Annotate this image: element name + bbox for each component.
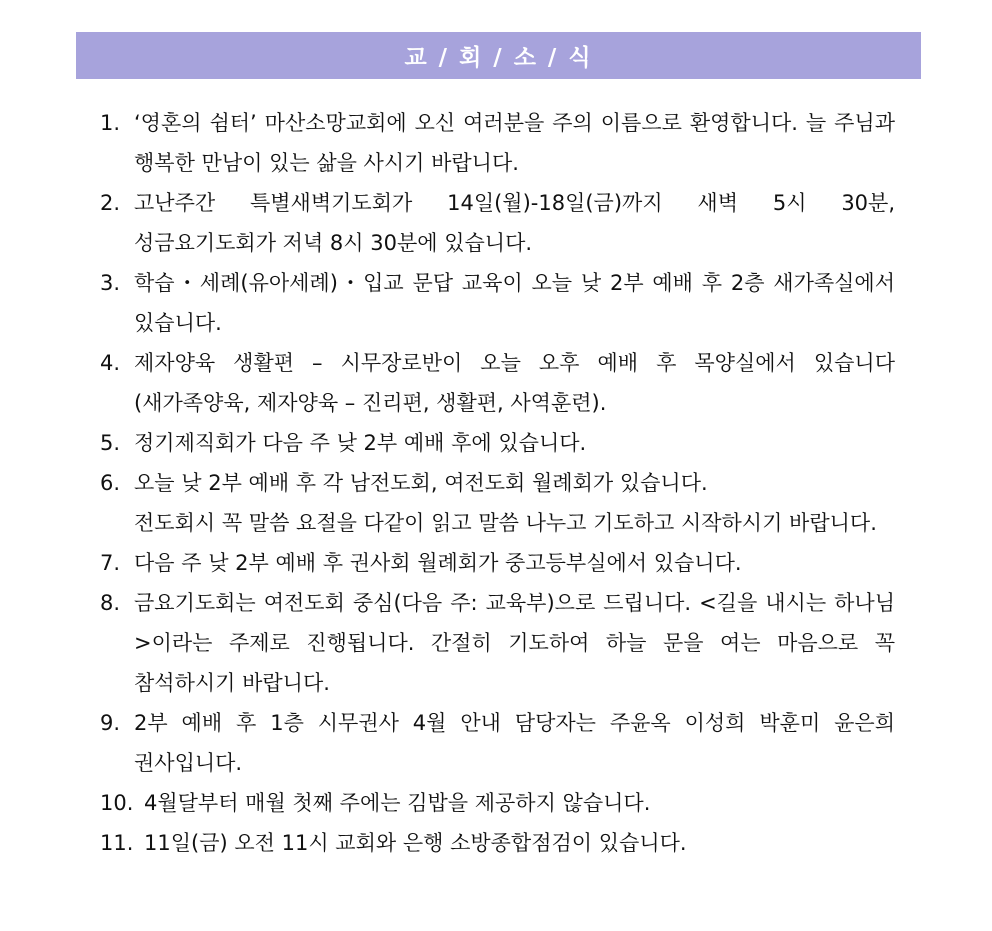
notice-item-6 xyxy=(100,463,895,543)
notice-text: 오늘 낮 2부 예배 후 각 남전도회, 여전도회 월례회가 있습니다. xyxy=(134,471,708,495)
notice-text: 2부 예배 후 1층 시무권사 4월 안내 담당자는 주윤옥 이성희 박훈미 윤은희 권사입니다. xyxy=(134,711,895,775)
notice-item-9 xyxy=(100,703,895,783)
notice-number: 9. xyxy=(100,711,121,735)
section-title: 교 / 회 / 소 / 식 xyxy=(404,45,593,71)
notice-number: 1. xyxy=(100,111,121,135)
notice-text: 다음 주 낮 2부 예배 후 권사회 월례회가 중고등부실에서 있습니다. xyxy=(134,551,742,575)
notice-text: 정기제직회가 다음 주 낮 2부 예배 후에 있습니다. xyxy=(134,431,587,455)
notice-list xyxy=(100,103,895,863)
notice-text: 고난주간 특별새벽기도회가 14일(월)-18일(금)까지 새벽 5시 30분, 성금요기도회가 저녁 8시 30분에 있습니다. xyxy=(134,191,895,255)
notice-item-2 xyxy=(100,183,895,263)
notice-number: 3. xyxy=(100,271,121,295)
notice-item-11 xyxy=(100,823,895,863)
notice-text: ‘영혼의 쉼터’ 마산소망교회에 오신 여러분을 주의 이름으로 환영합니다. 늘 주님과 행복한 만남이 있는 삶을 사시기 바랍니다. xyxy=(134,111,895,175)
notice-item-10 xyxy=(100,783,895,823)
notice-text: 4월달부터 매월 첫째 주에는 김밥을 제공하지 않습니다. xyxy=(144,791,651,815)
notice-number: 11. xyxy=(100,831,134,855)
notice-number: 5. xyxy=(100,431,121,455)
notice-text-block xyxy=(134,463,895,543)
notice-number: 6. xyxy=(100,471,121,495)
notice-number: 10. xyxy=(100,791,134,815)
notice-item-3 xyxy=(100,263,895,343)
notice-item-5 xyxy=(100,423,895,463)
notice-item-4 xyxy=(100,343,895,423)
notice-number: 2. xyxy=(100,191,121,215)
section-header xyxy=(76,32,921,79)
notice-number: 4. xyxy=(100,351,121,375)
notice-text-continued: 전도회시 꼭 말씀 요절을 다같이 읽고 말씀 나누고 기도하고 시작하시기 바랍니다. xyxy=(134,511,877,535)
notice-number: 7. xyxy=(100,551,121,575)
notice-text: 금요기도회는 여전도회 중심(다음 주: 교육부)으로 드립니다. <길을 내시는 하나님>이라는 주제로 진행됩니다. 간절히 기도하여 하늘 문을 여는 마음으로 꼭 참석하시기 바랍니다. xyxy=(134,591,895,695)
notice-text: 학습・세례(유아세례)・입교 문답 교육이 오늘 낮 2부 예배 후 2층 새가족실에서 있습니다. xyxy=(134,271,895,335)
notice-text: 11일(금) 오전 11시 교회와 은행 소방종합점검이 있습니다. xyxy=(144,831,687,855)
notice-item-8 xyxy=(100,583,895,703)
notice-number: 8. xyxy=(100,591,121,615)
notice-item-7 xyxy=(100,543,895,583)
notice-text: 제자양육 생활편 – 시무장로반이 오늘 오후 예배 후 목양실에서 있습니다(새가족양육, 제자양육 – 진리편, 생활편, 사역훈련). xyxy=(134,351,895,415)
notice-item-1 xyxy=(100,103,895,183)
